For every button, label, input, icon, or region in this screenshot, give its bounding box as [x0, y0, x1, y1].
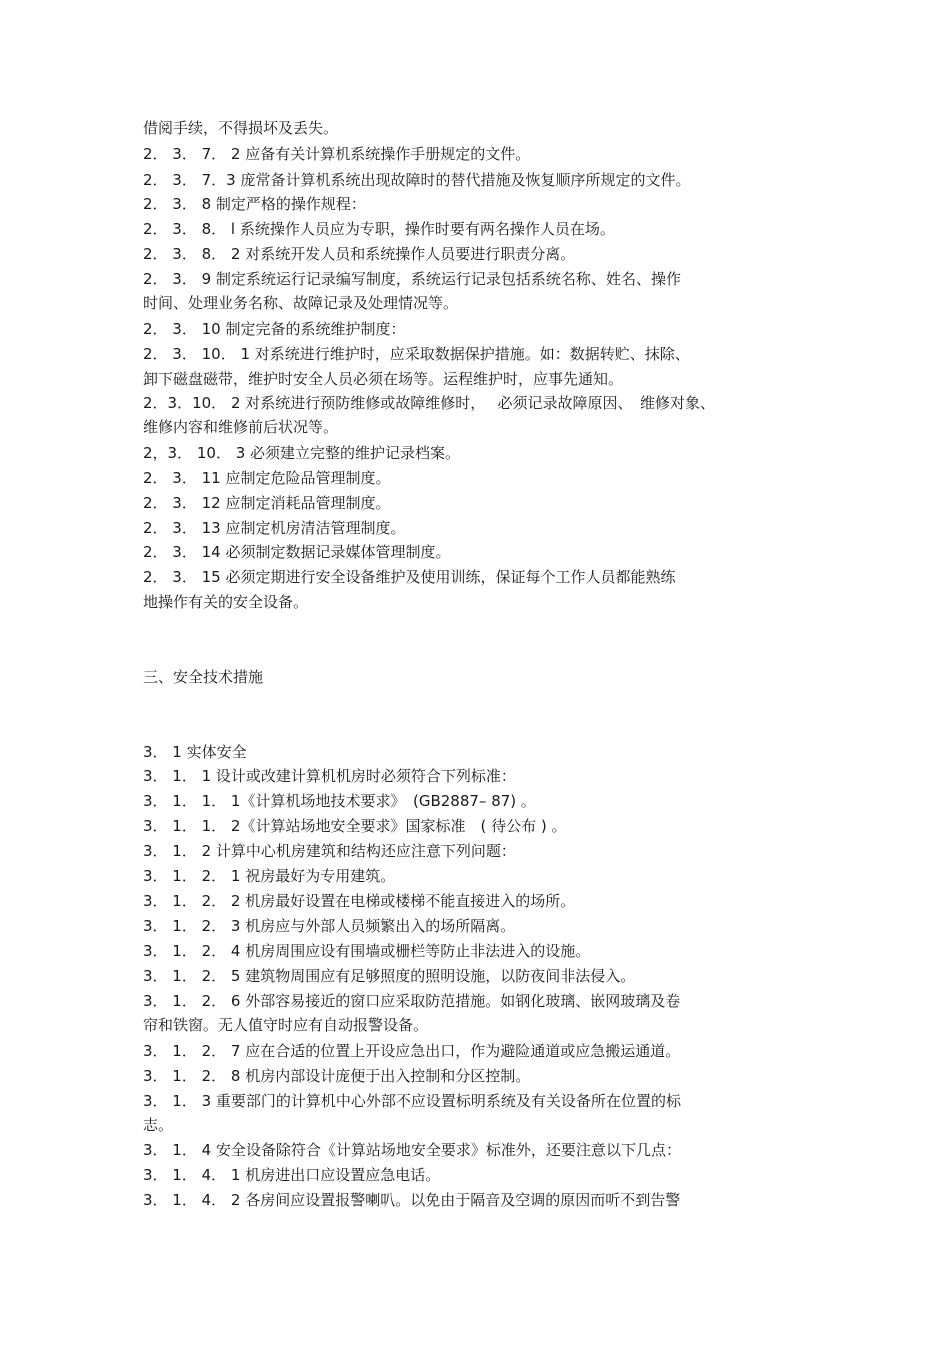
text-line: 时间、处理业务名称、故障记录及处理情况等。 — [143, 294, 459, 312]
text-line: 2． 3． 7．3 庞常备计算机系统出现故障时的替代措施及恢复顺序所规定的文件。 — [143, 171, 691, 189]
text-line: 2． 3． 10 制定完备的系统维护制度： — [143, 320, 406, 338]
text-line: 3． 1 实体安全 — [143, 743, 247, 761]
text-line: 3． 1． 2． 5 建筑物周围应有足够照度的照明设施，以防夜间非法侵入。 — [143, 967, 636, 985]
text-line: 2，3． 10． 3 必须建立完整的维护记录档案。 — [143, 444, 461, 462]
text-line: 3． 1． 2． 8 机房内部设计庞便于出入控制和分区控制。 — [143, 1067, 531, 1085]
text-line: 3． 1． 2 计算中心机房建筑和结构还应注意下列问题： — [143, 842, 516, 860]
text-line: 3． 1． 2． 2 机房最好设置在电梯或楼梯不能直接进入的场所。 — [143, 892, 576, 910]
text-line: 2． 3． 10． 1 对系统进行维护时，应采取数据保护措施。如：数据转贮、抹除、 — [143, 345, 690, 363]
text-line: 2． 3． 12 应制定消耗品管理制度。 — [143, 494, 391, 512]
section-heading: 三、安全技术措施 — [143, 668, 264, 686]
text-line: 地操作有关的安全设备。 — [143, 593, 309, 611]
text-line: 维修内容和维修前后状况等。 — [143, 418, 339, 436]
text-line: 帘和铁窗。无人值守时应有自动报警设备。 — [143, 1016, 429, 1034]
text-line: 2． 3． 8． l 系统操作人员应为专职，操作时要有两名操作人员在场。 — [143, 220, 615, 238]
text-line: 3． 1． 1． 2《计算站场地安全要求》国家标准 ( 待公布 ) 。 — [143, 817, 567, 835]
text-line: 3． 1． 2． 7 应在合适的位置上开设应急出口，作为避险通道或应急搬运通道。 — [143, 1042, 681, 1060]
text-line: 3． 1． 1． 1《计算机场地技术要求》 (GB2887– 87) 。 — [143, 792, 536, 810]
text-line: 3． 1． 2． 4 机房周围应设有围墙或栅栏等防止非法进入的设施。 — [143, 942, 591, 960]
text-line: 2． 3． 14 必须制定数据记录媒体管理制度。 — [143, 543, 451, 561]
text-line: 3． 1． 2． 1 祝房最好为专用建筑。 — [143, 867, 396, 885]
text-line: 2． 3． 9 制定系统运行记录编写制度，系统运行记录包括系统名称、姓名、操作 — [143, 270, 681, 288]
text-line: 3． 1． 3 重要部门的计算机中心外部不应设置标明系统及有关设备所在位置的标 — [143, 1092, 681, 1110]
text-line: 2．3．10． 2 对系统进行预防维修或故障维修时， 必须记录故障原因、 维修对象、 — [143, 394, 716, 412]
text-line: 2． 3． 11 应制定危险品管理制度。 — [143, 469, 391, 487]
text-line: 3． 1． 2． 6 外部容易接近的窗口应采取防范措施。如钢化玻璃、嵌网玻璃及卷 — [143, 992, 681, 1010]
text-line: 2． 3． 8 制定严格的操作规程： — [143, 195, 366, 213]
text-line: 3． 1． 4． 2 各房间应设置报警喇叭。以免由于隔音及空调的原因而听不到告警 — [143, 1191, 681, 1209]
text-line: 卸下磁盘磁带，维护时安全人员必须在场等。运程维护时，应事先通知。 — [143, 370, 624, 388]
text-line: 3． 1． 2． 3 机房应与外部人员频繁出入的场所隔离。 — [143, 917, 516, 935]
text-line: 借阅手续，不得损坏及丢失。 — [143, 119, 339, 137]
text-line: 2． 3． 7． 2 应备有关计算机系统操作手册规定的文件。 — [143, 145, 531, 163]
text-line: 2． 3． 8． 2 对系统开发人员和系统操作人员要进行职责分离。 — [143, 245, 576, 263]
text-line: 3． 1． 4 安全设备除符合《计算站场地安全要求》标准外，还要注意以下几点： — [143, 1141, 681, 1159]
text-line: 3． 1． 4． 1 机房进出口应设置应急电话。 — [143, 1166, 441, 1184]
text-line: 3． 1． 1 设计或改建计算机机房时必须符合下列标准： — [143, 767, 516, 785]
text-line: 2． 3． 13 应制定机房清洁管理制度。 — [143, 519, 406, 537]
text-line: 2． 3． 15 必须定期进行安全设备维护及使用训练，保证每个工作人员都能熟练 — [143, 568, 676, 586]
text-line: 志。 — [143, 1116, 174, 1134]
